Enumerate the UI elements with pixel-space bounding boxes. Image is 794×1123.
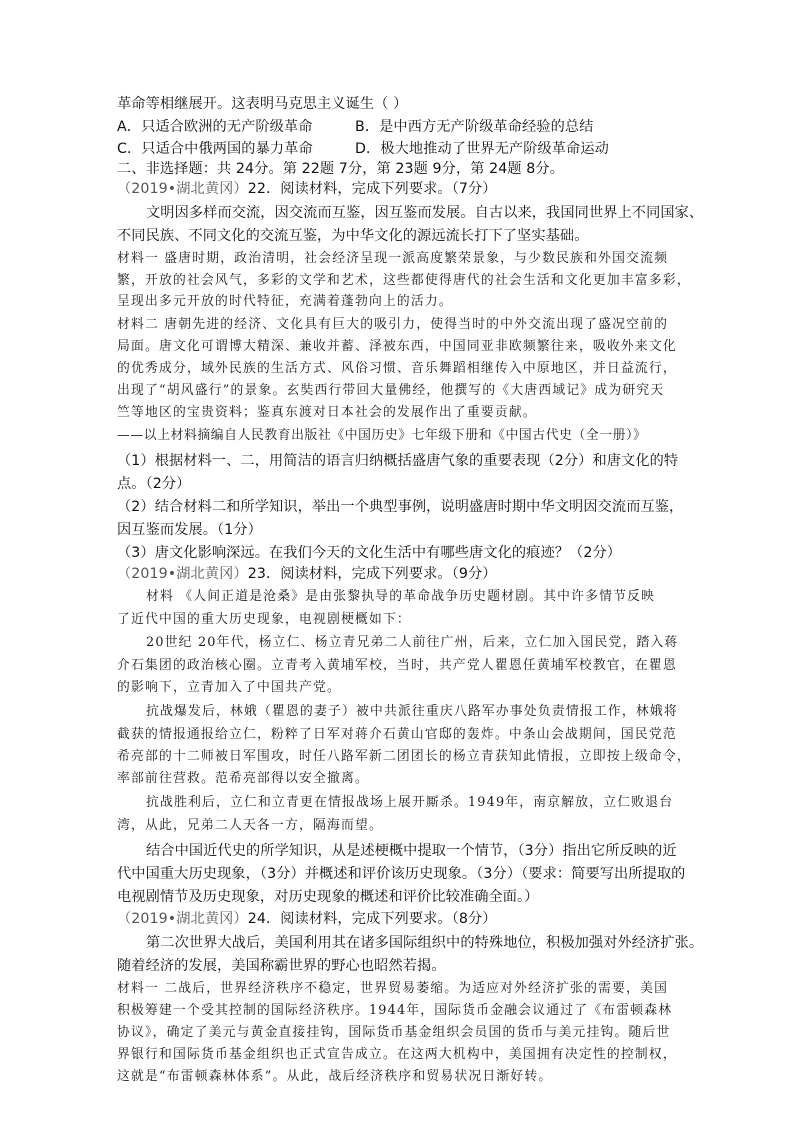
q24-source: （2019•湖北黄冈）: [117, 911, 248, 927]
q22-material-2-line: 局面。唐文化可谓博大精深、兼收并蓄、泽被东西，中国同亚非欧频繁往来，吸收外来文化: [117, 339, 677, 354]
q21-stem-end: 革命等相继展开。这表明马克思主义诞生（ ）: [117, 96, 408, 112]
q21-option-c: C．只适合中俄两国的暴力革命: [117, 141, 313, 157]
q22-intro-line: 文明因多样而交流，因交流而互鉴，因互鉴而发展。自古以来，我国同世界上不同国家、: [146, 205, 704, 221]
q21-option-b: B．是中西方无产阶级革命经验的总结: [355, 119, 594, 135]
q22-sub-1-line: （1）根据材料一、二，用简洁的语言归纳概括盛唐气象的重要表现（2分）和唐文化的特: [117, 453, 679, 469]
q23-paragraph-line: 的影响下，立青加入了中国共产党。: [117, 680, 341, 695]
q22-intro-line: 不同民族、不同文化的交流互鉴，为中华文化的源远流长打下了坚实基础。: [117, 228, 589, 244]
q22-source: （2019•湖北黄冈）: [117, 181, 248, 197]
q24-material-1-line: 这就是“布雷顿森林体系”。从此，战后经济秩序和贸易状况日渐好转。: [117, 1069, 553, 1084]
q24-header: [117, 912, 497, 926]
q24-material-1-line: 界银行和国际货币基金组织也正式宣告成立。在这两大机构中，美国拥有决定性的控制权，: [117, 1047, 677, 1062]
q24-material-1-line: 积极筹建一个受其控制的国际经济秩序。1944年，国际货币金融会议通过了《布雷顿森林: [117, 1003, 673, 1018]
q23-task-line: 结合中国近代史的所学知识，从是述梗概中提取一个情节，（3分）指出它所反映的近: [146, 843, 677, 859]
q23-header-text: 23．阅读材料，完成下列要求。（9分）: [247, 566, 497, 582]
q22-material-1-line: 呈现出多元开放的时代特征，充满着蓬勃向上的活力。: [117, 294, 453, 309]
q22-header-text: 22．阅读材料，完成下列要求。（7分）: [247, 181, 497, 197]
q22-sub-1-line: 点。（2分）: [117, 476, 191, 492]
q23-task-line: 代中国重大历史现象，（3分）并概述和评价该历史现象。（3分）（要求：简要写出所提取的: [117, 866, 686, 882]
q24-material-1-line: 材料一 二战后，世界经济秩序不稳定，世界贸易萎缩。为适应对外经济扩张的需要，美国: [117, 981, 669, 996]
q23-paragraph-line: 率部前往营救。范希亮部得以安全撤离。: [117, 771, 369, 786]
q21-option-d: D．极大地推动了世界无产阶级革命运动: [355, 141, 609, 157]
q23-paragraph-line: 介石集团的政治核心圈。立青考入黄埔军校，当时，共产党人瞿恩任黄埔军校教官，在瞿恩: [117, 658, 677, 673]
q22-material-2-line: 竺等地区的宝贵资料；鉴真东渡对日本社会的发展作出了重要贡献。: [117, 405, 537, 420]
q22-material-1-line: 材料一 盛唐时期，政治清明，社会经济呈现一派高度繁荣景象，与少数民族和外国交流频: [117, 251, 669, 266]
q24-intro-line: 随着经济的发展，美国称霸世界的野心也昭然若揭。: [117, 958, 446, 974]
q22-citation: ——以上材料摘编自人民教育出版社《中国历史》七年级下册和《中国古代史（全一册）》: [117, 428, 647, 443]
q22-sub-2-line: （2）结合材料二和所学知识，举出一个典型事例，说明盛唐时期中华文明因交流而互鉴，: [117, 499, 684, 515]
q22-material-2-line: 出现了“胡风盛行”的景象。玄奘西行带回大量佛经，他撰写的《大唐西域记》成为研究天: [117, 383, 665, 398]
q23-paragraph-line: 抗战爆发后，林娥（瞿恩的妻子）被中共派往重庆八路军办事处负责情报工作，林娥将: [146, 704, 678, 719]
q24-material-1-line: 协议》，确定了美元与黄金直接挂钩，国际货币基金组织会员国的货币与美元挂钩。随后世: [117, 1025, 671, 1040]
q23-material-line: 材料 《人间正道是沧桑》是由张黎执导的革命战争历史题材剧。其中许多情节反映: [146, 589, 656, 604]
q23-paragraph-line: 20世纪 20年代，杨立仁、杨立青兄弟二人前往广州，后来，立仁加入国民党，踏入蒋: [146, 635, 679, 650]
q23-paragraph-line: 希亮部的十二师被日军围攻，时任八路军新二团团长的杨立青获知此情报，立即按上级命令，: [117, 749, 691, 764]
q22-material-2-line: 材料二 唐朝先进的经济、文化具有巨大的吸引力，使得当时的中外交流出现了盛况空前的: [117, 317, 669, 332]
q23-paragraph-line: 抗战胜利后，立仁和立青更在情报战场上展开厮杀。1949年，南京解放，立仁败退台: [146, 795, 674, 810]
q23-source: （2019•湖北黄冈）: [117, 566, 248, 582]
section-heading: 二、非选择题：共 24分。第 22题 7分，第 23题 9分，第 24题 8分。: [117, 161, 564, 177]
q22-sub-3: （3）唐文化影响深远。在我们今天的文化生活中有哪些唐文化的痕迹？（2分）: [117, 545, 622, 561]
q24-header-text: 24．阅读材料，完成下列要求。（8分）: [247, 911, 497, 927]
q22-material-2-line: 的优秀成分，域外民族的生活方式、风俗习惯、音乐舞蹈相继传入中原地区，并日益流行，: [117, 361, 677, 376]
q23-material-line: 了近代中国的重大历史现象，电视剧梗概如下：: [117, 612, 411, 627]
q23-header: [117, 567, 497, 581]
q21-option-a: A．只适合欧洲的无产阶级革命: [117, 119, 313, 135]
q22-header: [117, 182, 497, 196]
q23-task-line: 电视剧情节及历史现象，对历史现象的概述和评价比较准确全面。）: [117, 889, 539, 905]
q23-paragraph-line: 湾，从此，兄弟二人天各一方，隔海而望。: [117, 818, 383, 833]
q22-sub-2-line: 因互鉴而发展。（1分）: [117, 522, 262, 538]
q23-paragraph-line: 截获的情报通报给立仁，粉粹了日军对蒋介石黄山官邸的轰炸。中条山会战期间，国民党范: [117, 727, 677, 742]
q22-material-1-line: 繁，开放的社会风气，多彩的文学和艺术，这些都使得唐代的社会生活和文化更加丰富多彩，: [117, 273, 691, 288]
q24-intro-line: 第二次世界大战后，美国利用其在诸多国际组织中的特殊地位，积极加强对外经济扩张。: [146, 935, 704, 951]
